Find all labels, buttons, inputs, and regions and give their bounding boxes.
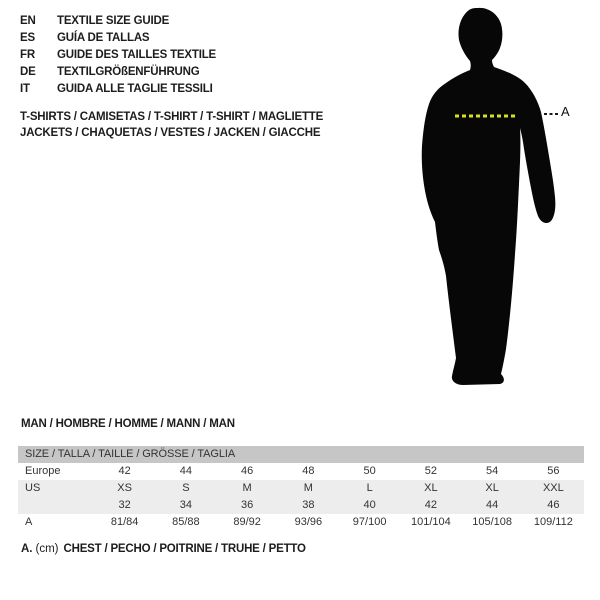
language-label: TEXTILE SIZE GUIDE [57, 15, 170, 27]
measurement-footnote [21, 543, 306, 555]
row-label: A [25, 516, 33, 528]
language-code: FR [20, 49, 35, 61]
size-cell: 97/100 [352, 516, 387, 528]
size-cell: 101/104 [410, 516, 451, 528]
language-code: DE [20, 66, 36, 78]
size-cell: 52 [424, 465, 437, 477]
size-cell: 54 [486, 465, 499, 477]
man-silhouette-shape [422, 8, 556, 385]
size-cell: XL [485, 482, 499, 494]
section-title-man: MAN / HOMBRE / HOMME / MANN / MAN [21, 418, 235, 430]
size-cell: 40 [363, 499, 376, 511]
size-table-row-europe [18, 463, 584, 480]
size-cell: 105/108 [472, 516, 512, 528]
row-label [18, 497, 94, 514]
language-label: TEXTILGRÖßENFÜHRUNG [57, 66, 200, 78]
size-cell: 42 [424, 499, 437, 511]
size-cell: L [366, 482, 373, 494]
language-row-it [20, 81, 216, 98]
measure-label-a: A [561, 104, 570, 119]
language-label: GUIDA ALLE TAGLIE TESSILI [57, 83, 213, 95]
size-cell: 32 [118, 499, 131, 511]
product-category-tshirts: T-SHIRTS / CAMISETAS / T-SHIRT / T-SHIRT / MAGLIETTE [20, 111, 324, 123]
size-cell: 50 [363, 465, 376, 477]
size-cell: 56 [547, 465, 560, 477]
size-cell: 109/112 [533, 516, 573, 528]
language-list [20, 13, 216, 98]
footnote-unit: (cm) [35, 543, 59, 555]
size-cell: 48 [302, 465, 315, 477]
size-cell: 44 [486, 499, 499, 511]
size-cell: S [182, 482, 190, 494]
size-table [18, 446, 584, 531]
size-cell: 38 [302, 499, 315, 511]
size-cell: 89/92 [233, 516, 261, 528]
language-row-es [20, 30, 216, 47]
size-cell: XXL [542, 482, 564, 494]
size-cell: 42 [118, 465, 131, 477]
size-cell: 36 [241, 499, 254, 511]
size-cell: 85/88 [172, 516, 200, 528]
size-table-row-us [18, 480, 584, 497]
language-label: GUÍA DE TALLAS [57, 32, 150, 44]
size-cell: 46 [547, 499, 560, 511]
size-cell: M [242, 482, 252, 494]
language-row-fr [20, 47, 216, 64]
language-row-en [20, 13, 216, 30]
footnote-text: CHEST / PECHO / POITRINE / TRUHE / PETTO [63, 543, 306, 555]
language-code: IT [20, 83, 30, 95]
size-cell: M [303, 482, 313, 494]
product-category-jackets: JACKETS / CHAQUETAS / VESTES / JACKEN / GIACCHE [20, 127, 321, 139]
size-cell: XS [117, 482, 132, 494]
size-cell: XL [424, 482, 438, 494]
size-cell: 93/96 [294, 516, 323, 528]
row-label: Europe [25, 465, 61, 477]
row-label: US [25, 482, 41, 494]
language-code: ES [20, 32, 35, 44]
size-cell: 44 [179, 465, 192, 477]
footnote-measure-letter: A. [21, 543, 33, 555]
size-table-header: SIZE / TALLA / TAILLE / GRÖSSE / TAGLIA [18, 446, 584, 463]
size-cell: 34 [179, 499, 192, 511]
language-code: EN [20, 15, 36, 27]
product-categories [20, 109, 323, 141]
size-cell: 81/84 [110, 516, 139, 528]
size-table-row-numeric [18, 497, 584, 514]
language-row-de [20, 64, 216, 81]
size-table-row-chest [18, 514, 584, 531]
man-silhouette [408, 4, 568, 394]
language-label: GUIDE DES TAILLES TEXTILE [57, 49, 216, 61]
size-cell: 46 [241, 465, 254, 477]
